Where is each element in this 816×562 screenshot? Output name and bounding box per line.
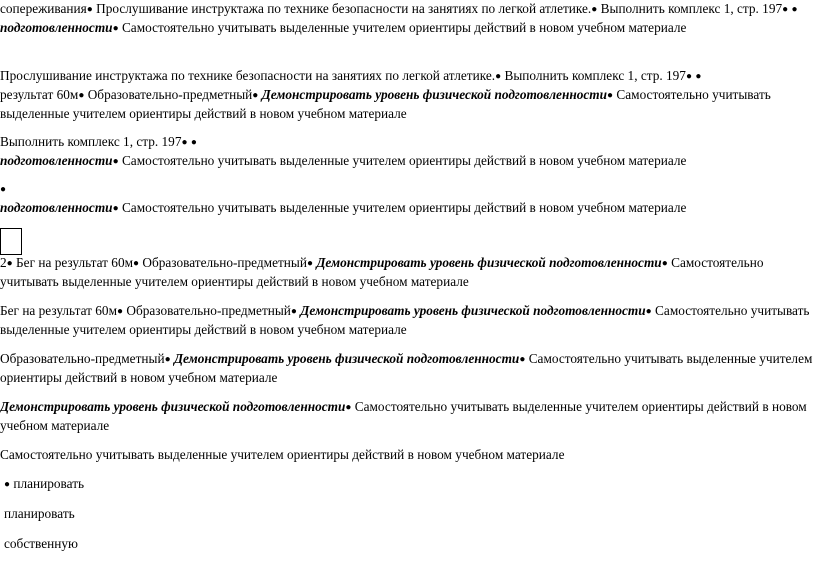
bullet: ● [695, 71, 702, 82]
text-demonstrate: Демонстрировать уровень физической подготовленности [173, 351, 520, 366]
bullet: ● [116, 306, 124, 317]
bullet: ● [645, 306, 652, 317]
text-demonstrate: Демонстрировать уровень физической подготовленности [0, 399, 346, 414]
text-self-study: Самостоятельно учитывать выделенные учителем ориентиры действий в новом учебном материале [0, 303, 810, 337]
text-briefing: Прослушивание инструктажа по технике безопасности на занятиях по легкой атлетике. [0, 68, 496, 83]
bullet: ● [0, 184, 7, 195]
text-block-9 [0, 446, 816, 464]
text-block-3 [0, 133, 816, 171]
bullet: ● [519, 354, 526, 365]
text-complex: Выполнить комплекс 1, стр. 197 [0, 134, 182, 149]
bullet: ● [78, 90, 85, 101]
bullet: ● [782, 4, 789, 15]
bullet: ● [133, 258, 140, 269]
bullet: ● [6, 258, 13, 269]
bullet: ● [190, 137, 197, 148]
text-run: Бег на результат 60м [0, 303, 117, 318]
bullet: ● [86, 4, 93, 15]
text-subject: Образовательно-предметный [87, 87, 253, 102]
text-block-6 [0, 302, 816, 339]
text-plan: планировать [4, 506, 75, 521]
bullet: ● [112, 23, 119, 34]
text-block-8 [0, 398, 816, 435]
text-self-study: Самостоятельно учитывать выделенные учителем ориентиры действий в новом учебном материале [0, 351, 813, 385]
text-block-2 [0, 67, 816, 123]
text-self-study: Самостоятельно учитывать выделенные учителем ориентиры действий в новом учебном материале [0, 255, 764, 289]
text-self-study: Самостоятельно учитывать выделенные учителем ориентиры действий в новом учебном материале [0, 447, 565, 462]
bullet: ● [252, 90, 259, 101]
bullet: ● [791, 4, 798, 15]
text-complex: Выполнить комплекс 1, стр. 197 [504, 68, 686, 83]
text-number: 2 [0, 255, 7, 270]
text-block-5 [0, 254, 816, 291]
text-subject: Образовательно-предметный [126, 303, 291, 318]
bullet: ● [685, 71, 693, 82]
text-demonstrate: Демонстрировать уровень физической подготовленности [316, 255, 662, 270]
text-briefing: Прослушивание инструктажа по технике безопасности на занятиях по легкой атлетике. [96, 1, 592, 16]
text-block-4 [0, 180, 816, 218]
text-self-study: Самостоятельно учитывать выделенные учителем ориентиры действий в новом учебном материале [121, 153, 687, 168]
text-empathy: сопереживания [0, 1, 87, 16]
text-subject: Образовательно-предметный [142, 255, 307, 270]
text-fitness: подготовленности [0, 200, 113, 215]
text-block-11 [0, 505, 816, 523]
text-self-study: Самостоятельно учитывать выделенные учителем ориентиры действий в новом учебном материале [121, 20, 687, 35]
bullet: ● [495, 71, 502, 82]
bullet: ● [112, 203, 119, 214]
bullet: ● [591, 4, 598, 15]
text-fitness: подготовленности [0, 153, 113, 168]
text-plan: планировать [13, 476, 85, 491]
text-fitness: подготовленности [0, 20, 113, 35]
text-demonstrate: Демонстрировать уровень физической подготовленности [261, 87, 608, 102]
text-own: собственную [4, 536, 78, 551]
empty-box [0, 228, 22, 255]
text-run: Бег на результат 60м [16, 255, 134, 270]
bullet: ● [4, 479, 11, 490]
bullet: ● [290, 306, 297, 317]
text-block-12 [0, 535, 816, 553]
text-complex: Выполнить комплекс 1, стр. 197 [600, 1, 783, 16]
text-block-1 [0, 0, 816, 38]
text-self-study: Самостоятельно учитывать выделенные учителем ориентиры действий в новом учебном материале [0, 87, 771, 121]
bullet: ● [661, 258, 668, 269]
bullet: ● [345, 402, 352, 413]
text-self-study: Самостоятельно учитывать выделенные учителем ориентиры действий в новом учебном материале [121, 200, 687, 215]
text-subject: Образовательно-предметный [0, 351, 165, 366]
text-demonstrate: Демонстрировать уровень физической подготовленности [300, 303, 646, 318]
text-block-10 [0, 475, 816, 494]
bullet: ● [607, 90, 614, 101]
bullet: ● [164, 354, 171, 365]
text-block-7 [0, 350, 816, 387]
bullet: ● [306, 258, 313, 269]
text-result: результат 60м [0, 87, 79, 102]
text-self-study: Самостоятельно учитывать выделенные учителем ориентиры действий в новом учебном материале [0, 399, 807, 433]
bullet: ● [181, 137, 188, 148]
bullet: ● [112, 156, 119, 167]
